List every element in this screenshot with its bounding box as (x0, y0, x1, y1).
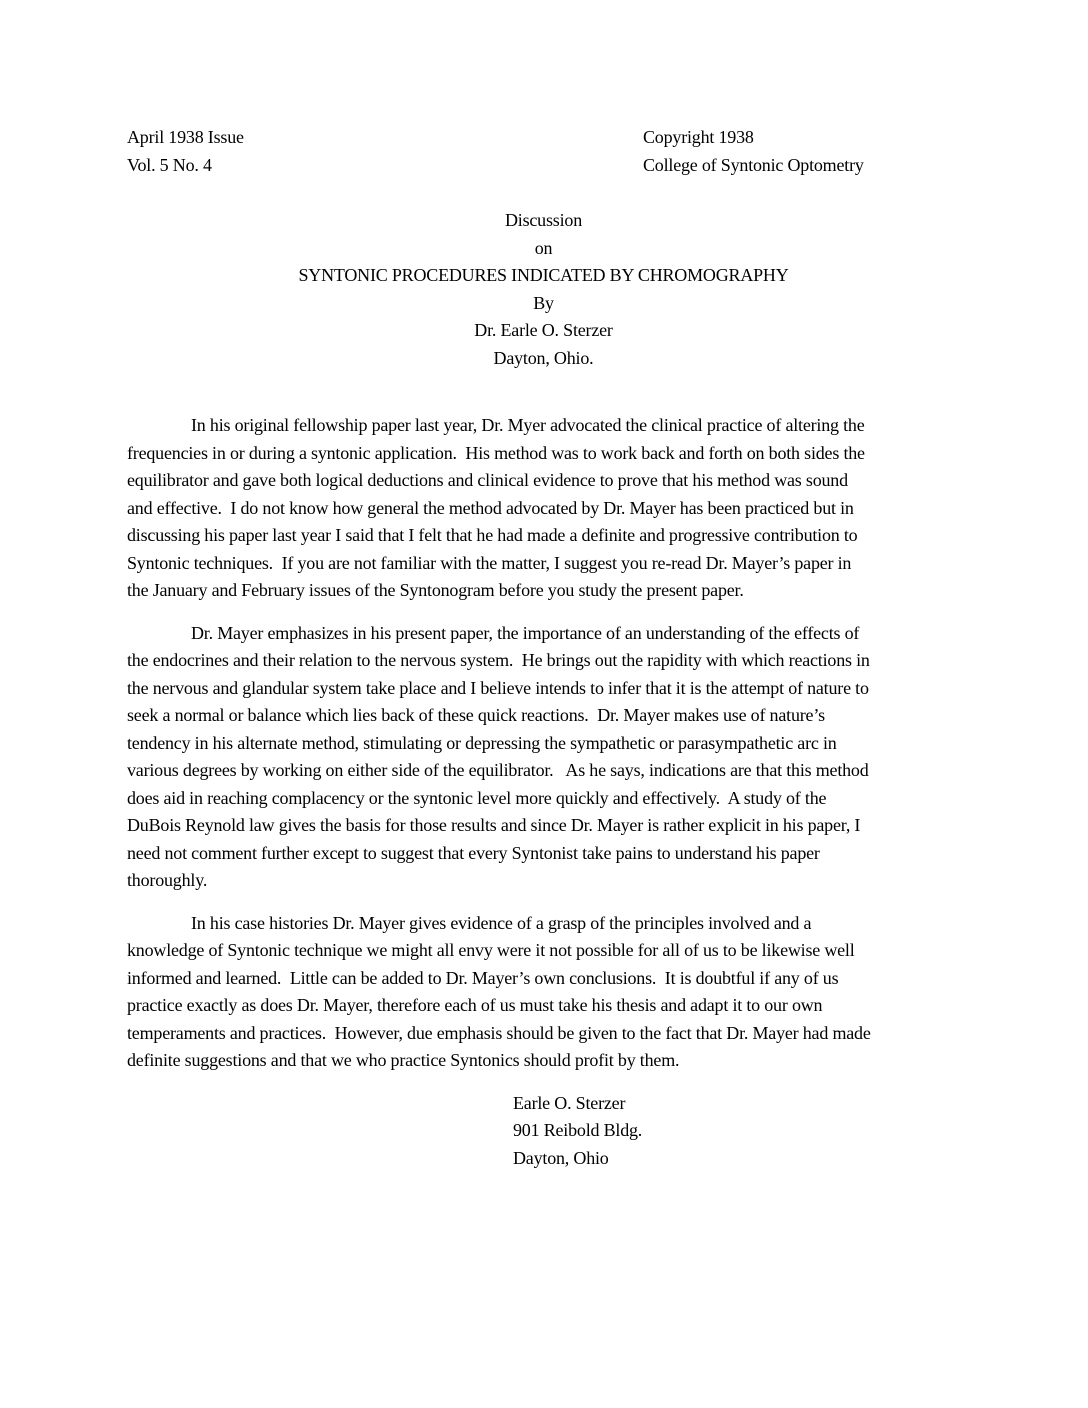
text-line: Dayton, Ohio. (493, 347, 594, 368)
text-line: 901 Reibold Bldg. (513, 1120, 643, 1140)
text-line: Dr. Mayer emphasizes in his present paper, the importance of an understanding of the effects of (191, 622, 860, 643)
title-block (127, 207, 960, 372)
text-line: need not comment further except to suggest that every Syntonist take pains to understand his paper (127, 842, 820, 863)
text-line: In his case histories Dr. Mayer gives evidence of a grasp of the principles involved and a (191, 912, 812, 933)
page-header (127, 0, 960, 179)
text-line: College of Syntonic Optometry (643, 154, 864, 175)
text-line: Dayton, Ohio (513, 1147, 609, 1168)
text-line: the January and February issues of the Syntonogram before you study the present paper. (127, 580, 744, 600)
text-line: Syntonic techniques. If you are not familiar with the matter, I suggest you re-read Dr. Mayer’s paper in (127, 552, 852, 573)
text-line: SYNTONIC PROCEDURES INDICATED BY CHROMOGRAPHY (298, 265, 789, 285)
issue-info (127, 124, 244, 179)
text-line: the endocrines and their relation to the nervous system. He brings out the rapidity with which reactions in (127, 650, 870, 670)
paragraph-2 (127, 620, 960, 895)
text-line: informed and learned. Little can be added to Dr. Mayer’s own conclusions. It is doubtful if any of us (127, 967, 839, 988)
page-content (127, 0, 960, 1172)
text-line: temperaments and practices. However, due emphasis should be given to the fact that Dr. Mayer had made (127, 1022, 871, 1043)
paragraph-3 (127, 910, 960, 1075)
text-line: DuBois Reynold law gives the basis for those results and since Dr. Mayer is rather explicit in his paper, I (127, 815, 861, 835)
text-line: seek a normal or balance which lies back of these quick reactions. Dr. Mayer makes use of nature’s (127, 705, 825, 725)
article-body (127, 412, 960, 1075)
text-line: does aid in reaching complacency or the syntonic level more quickly and effectively. A study of the (127, 787, 827, 808)
text-line: knowledge of Syntonic technique we might all envy were it not possible for all of us to be likewise well (127, 940, 855, 960)
text-line: Copyright 1938 (643, 127, 754, 147)
text-line: Vol. 5 No. 4 (127, 154, 212, 175)
text-line: Discussion (504, 210, 582, 230)
text-line: the nervous and glandular system take place and I believe intends to infer that it is the attempt of nature to (127, 677, 869, 698)
text-line: frequencies in or during a syntonic application. His method was to work back and forth on both sides the (127, 442, 865, 463)
copyright-info (643, 124, 864, 179)
text-line: Earle O. Sterzer (513, 1092, 626, 1113)
text-line: Dr. Earle O. Sterzer (474, 320, 613, 340)
text-line: definite suggestions and that we who practice Syntonics should profit by them. (127, 1050, 680, 1070)
text-line: thoroughly. (127, 870, 208, 890)
text-line: equilibrator and gave both logical deductions and clinical evidence to prove that his method was sound (127, 470, 848, 490)
text-line: practice exactly as does Dr. Mayer, therefore each of us must take his thesis and adapt it to our own (127, 995, 823, 1015)
signature-block (513, 1090, 960, 1173)
text-line: various degrees by working on either side of the equilibrator. As he says, indications are that this method (127, 760, 869, 780)
text-line: tendency in his alternate method, stimulating or depressing the sympathetic or parasympathetic arc in (127, 732, 837, 753)
text-line: and effective. I do not know how general the method advocated by Dr. Mayer has been practiced but in (127, 497, 854, 518)
text-line: discussing his paper last year I said that I felt that he had made a definite and progressive contribution to (127, 525, 858, 545)
text-line: on (534, 237, 553, 258)
text-line: April 1938 Issue (127, 127, 244, 147)
text-line: In his original fellowship paper last year, Dr. Myer advocated the clinical practice of altering the (191, 415, 865, 435)
text-line: By (533, 292, 554, 313)
paragraph-1 (127, 412, 960, 605)
